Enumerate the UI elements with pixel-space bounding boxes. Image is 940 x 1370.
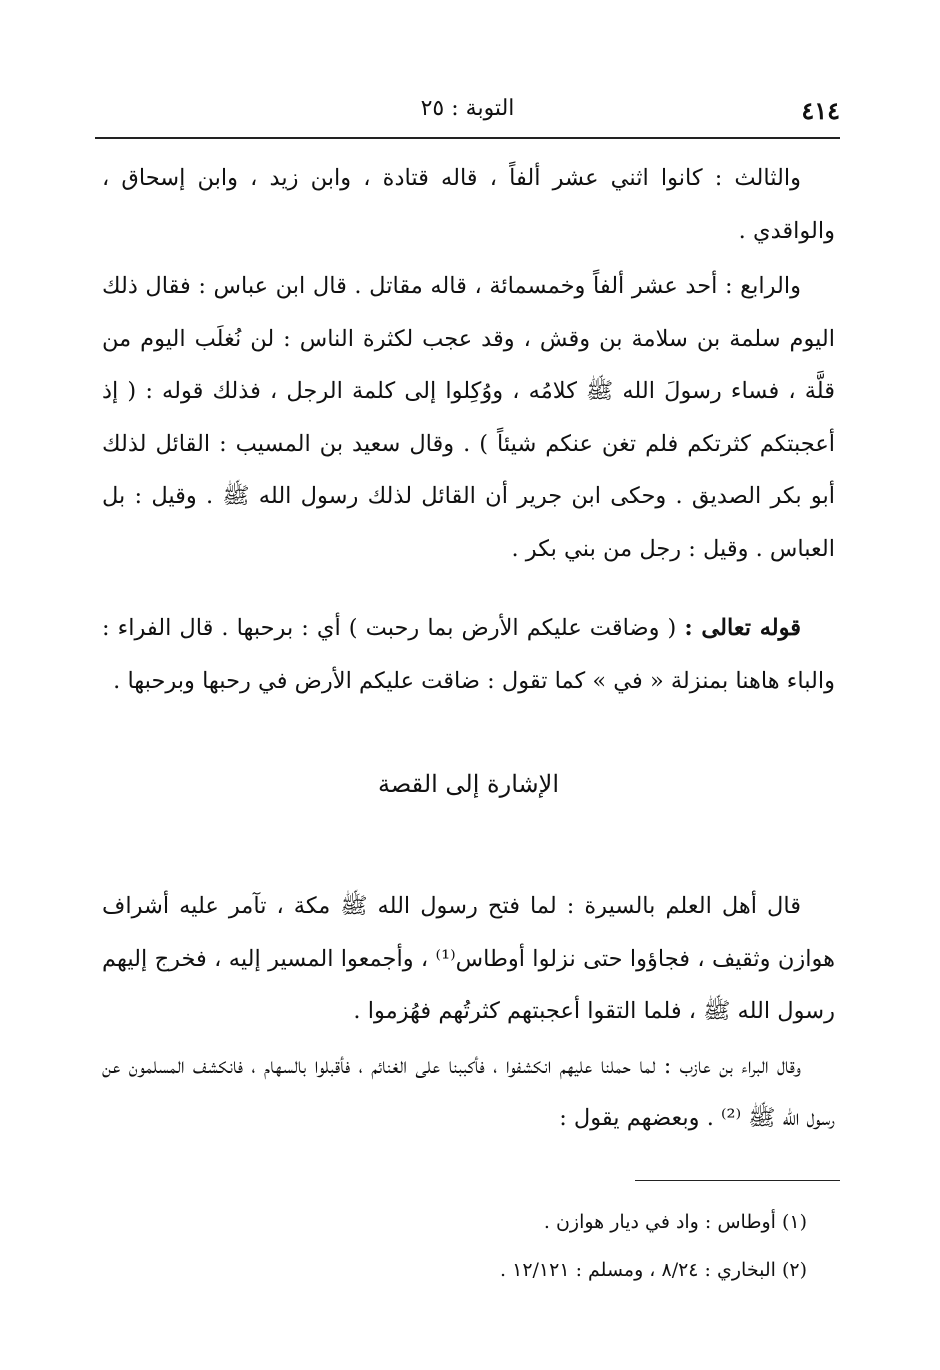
paragraph-third-opinion: والثالث : كانوا اثني عشر ألفاً ، قاله قتادة ، وابن زيد ، وابن إسحاق ، والواقدي .: [102, 165, 835, 244]
paragraph-fourth-opinion: والرابع : أحد عشر ألفاً وخمسمائة ، قاله مقاتل . قال ابن عباس : فقال ذلك اليوم سلمة بن سلامة بن وقش ، وقد عجب لكثرة الناس : لن نُغلَب اليوم من قلَّة ، فساء رسولَ الله ﷺ كلامُه ، ووُكِلوا إلى كلمة الرجل ، فذلك قوله : ( إذ أعجبتكم كثرتكم فلم تغن عنكم شيئاً ) . وقال سعيد بن المسيب : القائل لذلك أبو بكر الصديق . وحكى ابن جرير أن القائل لذلك رسول الله ﷺ . وقيل : بل العباس . وقيل : رجل من بني بكر .: [102, 273, 835, 562]
story-block: [102, 880, 835, 1145]
section-heading: الإشارة إلى القصة: [378, 770, 559, 798]
paragraph-third-opinion-block: [102, 152, 835, 257]
tafsir-text: ( وضاقت عليكم الأرض بما رحبت ) أي : برحبها . قال الفراء : والباء هاهنا بمنزلة « في » كما تقول : ضاقت عليكم الأرض في رحبها وبرحبها .: [102, 615, 835, 694]
tafsir-block: [102, 602, 835, 707]
running-title: التوبة : ٢٥: [420, 96, 515, 121]
paragraph-fourth-opinion-block: [102, 260, 835, 575]
tafsir-lead: قوله تعالى :: [684, 615, 801, 641]
page-number: ٤١٤: [801, 96, 840, 125]
footnote-2: (٢) البخاري : ٨/٢٤ ، ومسلم : ١٢/١٢١ .: [500, 1259, 807, 1281]
footnotes: [102, 1198, 835, 1294]
tafsir-paragraph: [102, 602, 835, 707]
footnote-rule: [635, 1180, 840, 1181]
page-header: [95, 96, 840, 136]
story-paragraph-1: قال أهل العلم بالسيرة : لما فتح رسول الله ﷺ مكة ، تآمر عليه أشراف هوازن وثقيف ، فجاؤوا حتى نزلوا أوطاس⁽¹⁾ ، وأجمعوا المسير إليه ، فخرج إليهم رسول الله ﷺ ، فلما التقوا أعجبتهم كثرتُهم فهُزموا .: [102, 893, 836, 1024]
footnote-1: (١) أوطاس : واد في ديار هوازن .: [543, 1211, 807, 1233]
header-rule: [95, 137, 840, 139]
story-paragraph-2: وقال البراء بن عازب : لما حملنا عليهم انكشفوا ، فأكببنا على الغنائم ، فأقبلوا بالسهام ، فانكشف المسلمون عن رسول الله ﷺ ⁽²⁾ . وبعضهم يقول :: [102, 1052, 835, 1131]
